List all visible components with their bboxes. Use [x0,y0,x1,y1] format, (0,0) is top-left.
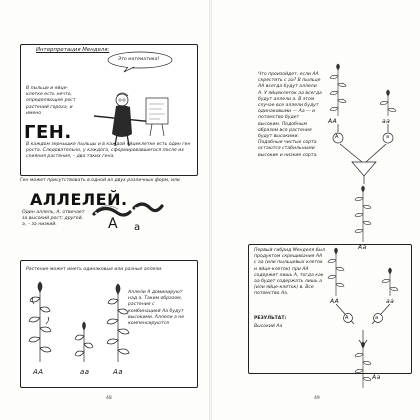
bottom-cross-allele-a-lower: a [375,315,379,321]
alleles-word: АЛЛЕЛЕЙ. [30,190,128,209]
allele-intro-text: Ген может присутствовать в одной из двух различных форм, или [20,178,180,183]
bottom-result-label: Aa [372,374,381,381]
allele-description: Один аллель, А, отвечает за высокий рост; другой, а, – за низкий. [22,210,85,228]
top-label-aa-upper: AA [328,118,338,125]
interpretation-text-2: В каждом зернышке пыльцы и в каждой яйцеклетке есть один ген роста. Следовательно, у каждого, сформировавшегося после их слияния растения, – два таких гена. [26,142,191,160]
top-cross-allele-a-lower: a [386,134,390,140]
bottom-cross-allele-a-upper: A [345,315,349,321]
plant-label-aa-upper: AA [33,368,44,376]
bottom-label-aa-lower: aa [386,298,395,305]
right-page-number: 49 [314,396,320,401]
allele-letter-small: a [134,222,141,233]
allele-worms-illustration [90,200,174,246]
plant-alleles-text: Растение может иметь одинаковые или разные аллели. [26,267,163,272]
cross-diagram-bottom [318,250,408,390]
plant-label-aa-lower: aa [80,368,90,376]
left-page-number: 48 [106,396,112,401]
offspring-plant-top [348,188,378,248]
gene-word: ГЕН. [24,122,72,143]
dominance-text: Аллели A доминируют над a. Таким образом, растения с комбинацией Aa будут высокими. Аллели a не компенсируются [128,290,185,327]
result-value: Высокий Аа [254,324,283,329]
result-heading: РЕЗУЛЬТАТ: [254,316,287,321]
first-hybrid-text: Первый гибрид Менделя был продуктом скрещивания АА с аа (или пыльцевых клеток и яйце-клеток) при АА содержит лишь А, тогда как аа будет содержать лишь а (или яйце-клеток) в. Все потомство Аа. [254,248,326,297]
top-result-label: Aa [358,244,367,251]
plants-illustration [20,278,196,368]
plant-label-aa-mixed: Aa [113,368,124,376]
cross-diagram-top [322,66,412,192]
bottom-label-aa-upper: AA [330,298,340,305]
interpretation-title: Интерпретация Менделя: [36,47,110,53]
mendel-figure-illustration [84,76,176,150]
allele-letter-big: A [108,216,119,232]
interpretation-body: В пыльце и яйце-клетке есть нечто, определяющее рост растений гороха, и имено [26,86,76,116]
top-cross-allele-a-upper: A [335,134,339,140]
cross-question-text: Что произойдет, если АА скрестить с аа? В пыльце АА всегда будут аллели А. У яйцеклеток аа всегда будут аллели а. В этом случае все аллели будут одинаковыми — Аа — и потомство будет высоким. Подобным образом все растения будут высокими. Подобные чистые сорта остаются стабильными высокие и низкие сорта. [258,72,322,158]
speech-text: Это математика! [118,57,160,62]
top-label-aa-lower: aa [382,118,391,125]
